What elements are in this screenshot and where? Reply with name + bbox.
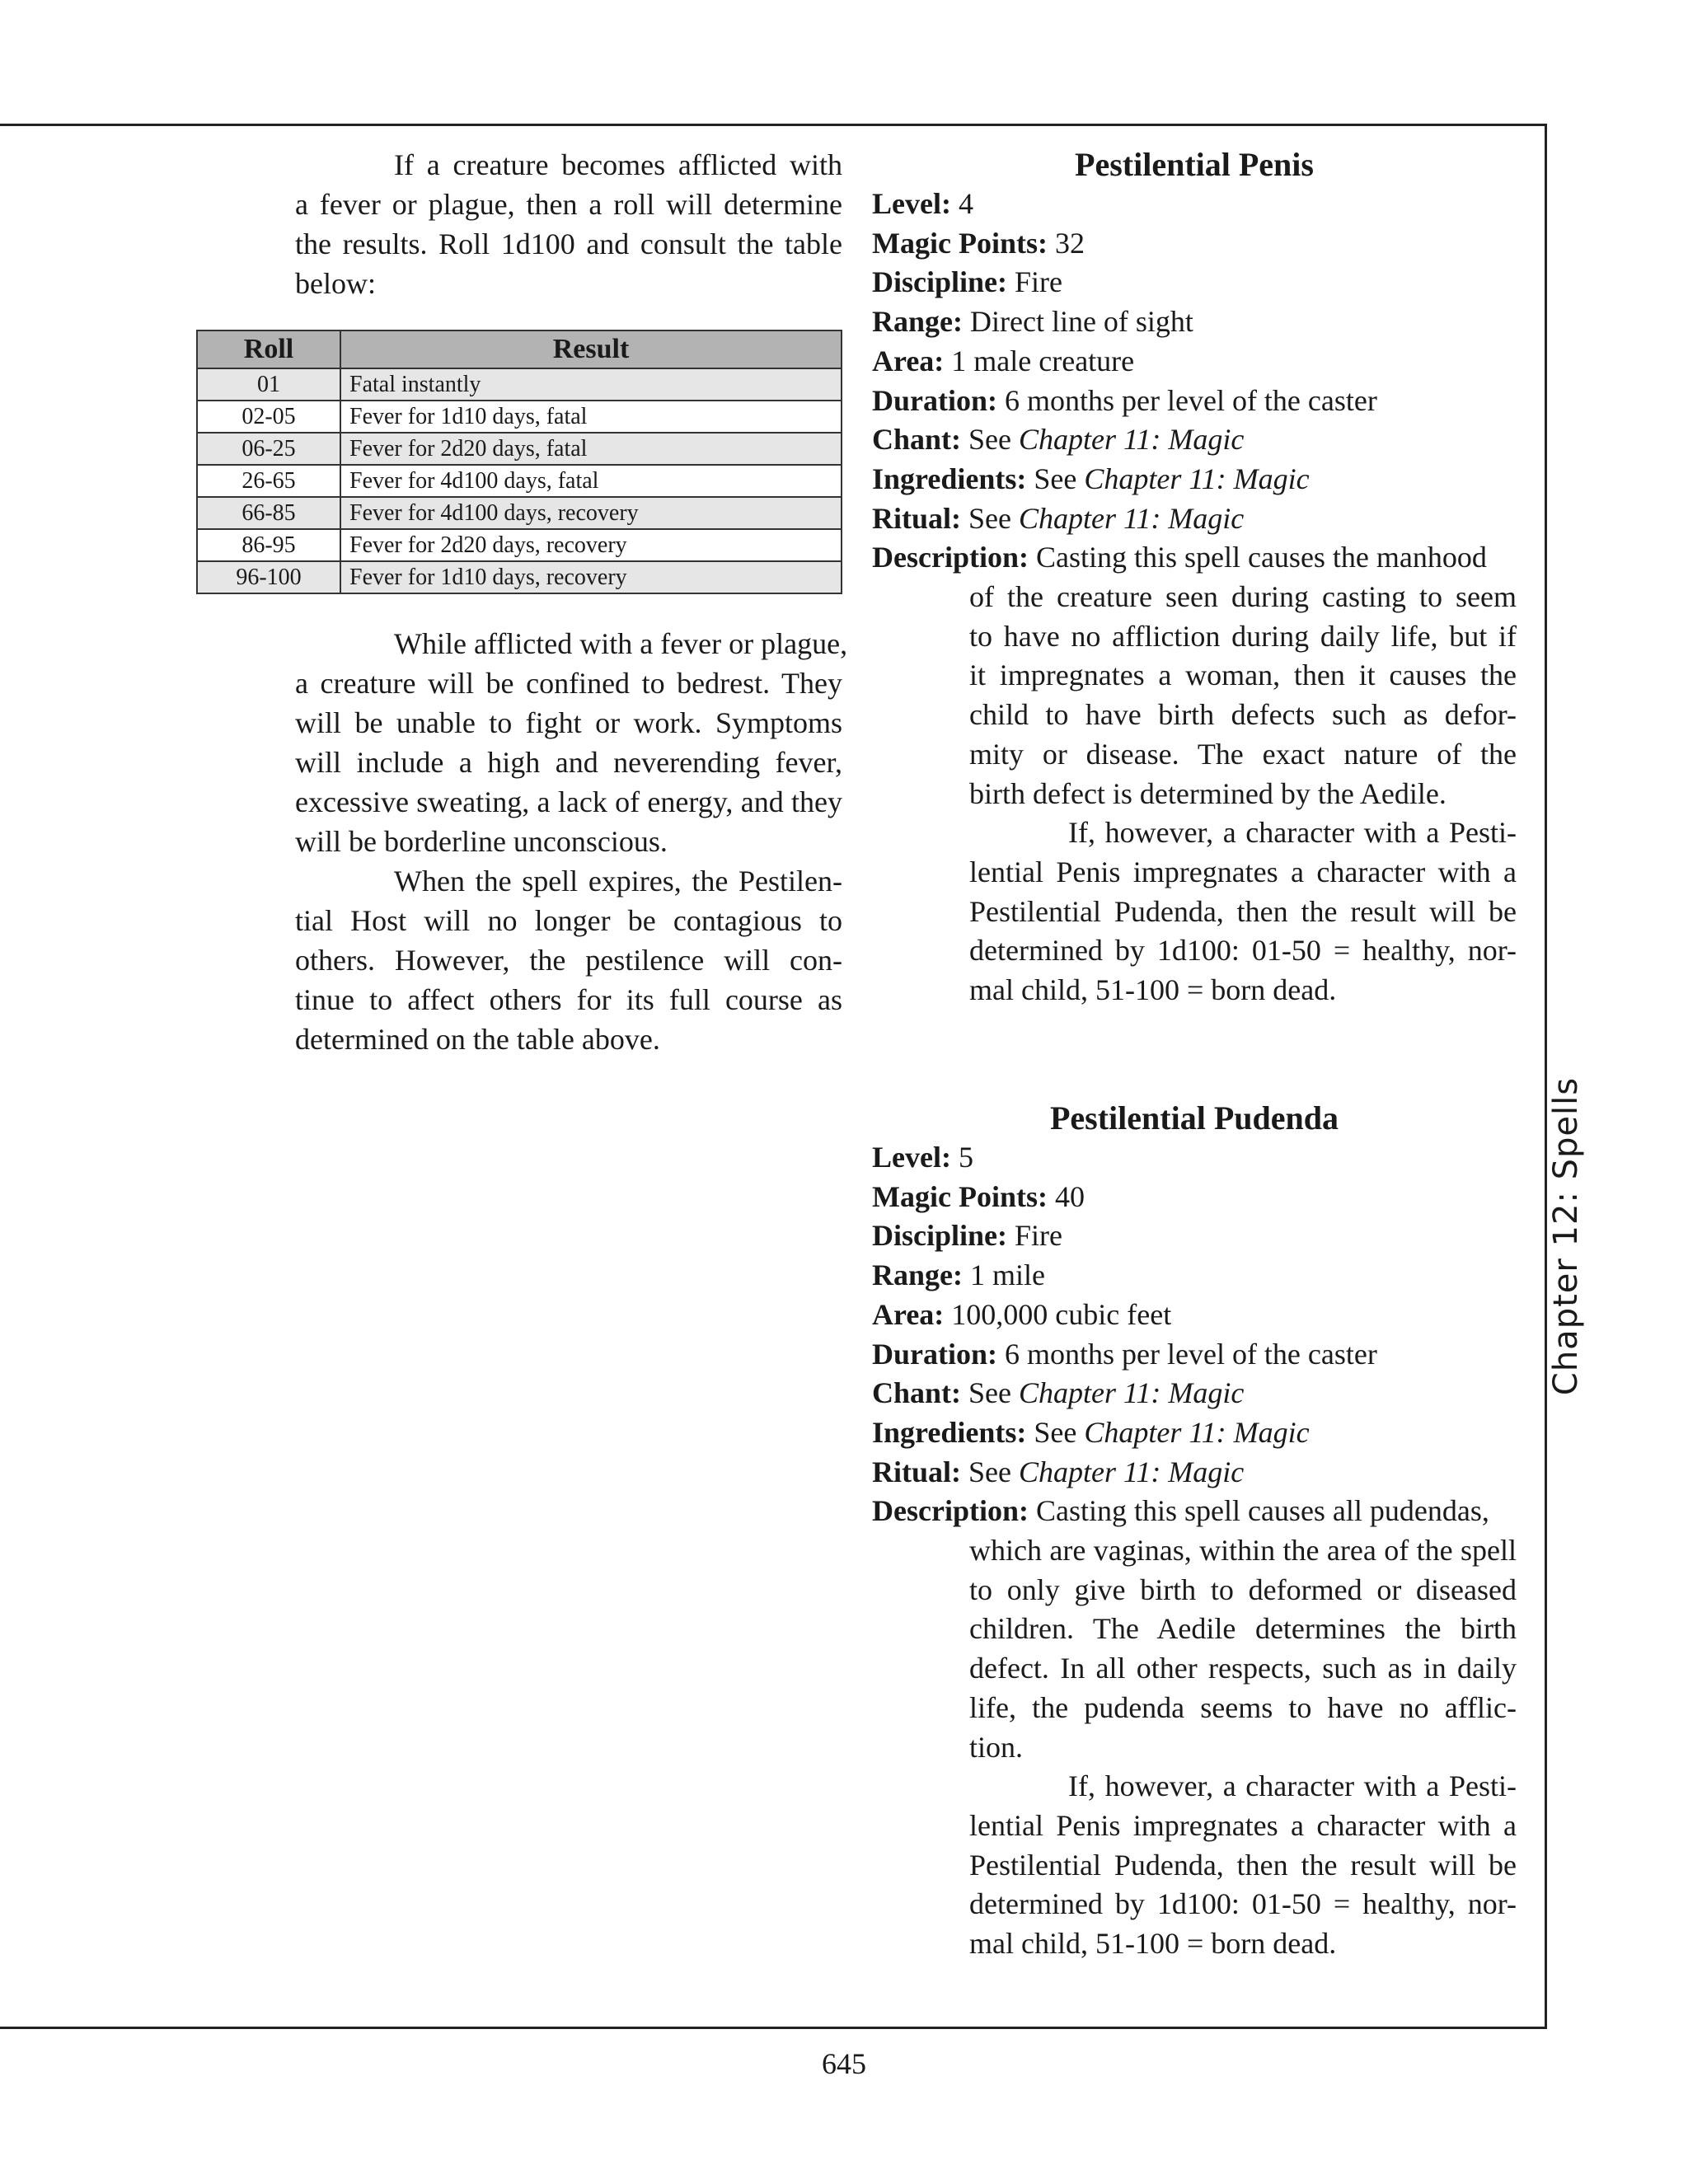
chapter-reference: Chapter 11: Magic [1084, 1415, 1310, 1449]
stat-ritual [872, 1453, 1517, 1493]
stat-value: See [968, 423, 1012, 457]
stat-value: 4 [958, 187, 973, 220]
symptoms-line: will be unable to fight or work. Symptoms [295, 706, 842, 739]
stat-label: Area: [872, 344, 945, 377]
intro-line: the results. Roll 1d100 and consult the table [295, 227, 842, 260]
symptoms-line: While afflicted with a fever or plague, [394, 627, 848, 660]
description-line: mal child, 51-100 = born dead. [969, 1927, 1337, 1961]
stat-value: See [1034, 462, 1077, 495]
page-number: 645 [822, 2047, 866, 2080]
table-row [197, 401, 842, 433]
roll-cell: 26-65 [197, 465, 340, 497]
stat-value: See [968, 1455, 1011, 1488]
stat-duration [872, 1335, 1517, 1375]
description-line: determined by 1d100: 01-50 = healthy, nor- [969, 1887, 1517, 1921]
result-cell: Fatal instantly [340, 368, 842, 401]
stat-range [872, 1256, 1517, 1296]
stat-label: Duration: [872, 1337, 997, 1371]
stat-label: Ritual: [872, 1455, 961, 1488]
description-line: which are vaginas, within the area of the spell [969, 1534, 1517, 1568]
spell-title: Pestilential Pudenda [1049, 1099, 1339, 1137]
description-body [872, 1531, 1517, 1964]
stat-description [872, 538, 1517, 578]
stat-ritual [872, 499, 1517, 539]
table-row [197, 529, 842, 561]
stat-value: Fire [1015, 1219, 1063, 1253]
roll-cell: 06-25 [197, 433, 340, 465]
expiry-paragraph [295, 861, 842, 1059]
table-row [197, 465, 842, 497]
table-row [197, 433, 842, 465]
description-line: children. The Aedile determines the birth [969, 1612, 1517, 1646]
intro-line: a fever or plague, then a roll will determine [295, 188, 842, 221]
stat-ingredients [872, 1413, 1517, 1453]
description-line: lential Penis impregnates a character with a [969, 855, 1517, 888]
stat-label: Range: [872, 1258, 963, 1292]
table-header-row [197, 330, 842, 368]
spell-pestilential-pudenda [872, 1099, 1517, 1964]
description-line: tion. [969, 1730, 1024, 1764]
result-cell: Fever for 4d100 days, fatal [340, 465, 842, 497]
fever-roll-table [196, 330, 842, 594]
result-cell: Fever for 2d20 days, fatal [340, 433, 842, 465]
stat-value: Direct line of sight [970, 305, 1193, 339]
page-frame-top-rule [0, 124, 1547, 126]
stat-label: Chant: [872, 1376, 962, 1410]
stat-value: See [968, 501, 1011, 535]
spell-pestilential-penis [872, 145, 1517, 1010]
spell-title: Pestilential Penis [1075, 146, 1314, 183]
chapter-reference: Chapter 11: Magic [1019, 423, 1245, 457]
stat-value: See [1034, 1415, 1077, 1449]
stat-label: Magic Points: [872, 1179, 1048, 1213]
expiry-line: others. However, the pestilence will con- [295, 944, 842, 977]
expiry-line: When the spell expires, the Pestilen- [394, 865, 842, 898]
stat-label: Level: [872, 187, 951, 220]
stat-magic-points [872, 1178, 1517, 1217]
stat-duration [872, 382, 1517, 421]
description-line: child to have birth defects such as defor- [969, 698, 1517, 732]
stat-value: See [968, 1376, 1012, 1410]
description-line: Pestilential Pudenda, then the result will be [969, 894, 1517, 928]
stat-level [872, 1138, 1517, 1178]
stat-label: Ritual: [872, 501, 961, 535]
description-line: to only give birth to deformed or diseased [969, 1572, 1517, 1606]
roll-cell: 86-95 [197, 529, 340, 561]
stat-label: Ingredients: [872, 1415, 1027, 1449]
description-line: it impregnates a woman, then it causes the [969, 658, 1517, 692]
description-line: Pestilential Pudenda, then the result will be [969, 1848, 1517, 1882]
description-line: defect. In all other respects, such as in daily [969, 1652, 1517, 1685]
symptoms-line: will include a high and neverending fever, [295, 746, 842, 779]
roll-cell: 96-100 [197, 561, 340, 593]
roll-cell: 01 [197, 368, 340, 401]
stat-value: 6 months per level of the caster [1005, 1337, 1377, 1371]
stat-area [872, 342, 1517, 382]
description-first-line: Casting this spell causes the manhood [1035, 541, 1487, 574]
expiry-line: determined on the table above. [295, 1023, 660, 1056]
chapter-reference: Chapter 11: Magic [1019, 1376, 1245, 1410]
intro-paragraph [295, 145, 842, 303]
column-header-result: Result [340, 330, 842, 368]
symptoms-paragraph [295, 624, 848, 861]
stat-value: 32 [1054, 226, 1085, 260]
stat-value: Fire [1015, 265, 1063, 299]
description-body [872, 578, 1517, 1010]
intro-line: If a creature becomes afflicted with [394, 148, 842, 181]
description-line: mity or disease. The exact nature of the [969, 737, 1517, 771]
chapter-reference: Chapter 11: Magic [1018, 501, 1245, 535]
stat-label: Discipline: [872, 1219, 1008, 1253]
stat-label: Range: [872, 305, 963, 339]
description-line: to have no affliction during daily life, but if [969, 619, 1517, 653]
symptoms-line: a creature will be confined to bedrest. They [295, 667, 842, 700]
table-row [197, 368, 842, 401]
description-line: determined by 1d100: 01-50 = healthy, nor- [969, 934, 1517, 968]
description-line: birth defect is determined by the Aedile. [969, 776, 1447, 810]
description-first-line: Casting this spell causes all pudendas, [1035, 1494, 1489, 1528]
description-line: If, however, a character with a Pesti- [1068, 1769, 1517, 1803]
stat-label: Duration: [872, 383, 997, 417]
chapter-reference: Chapter 11: Magic [1018, 1455, 1245, 1488]
stat-label: Discipline: [872, 265, 1008, 299]
result-cell: Fever for 1d10 days, fatal [340, 401, 842, 433]
stat-area [872, 1296, 1517, 1335]
stat-label: Ingredients: [872, 462, 1027, 495]
page-frame-bottom-rule [0, 2027, 1547, 2029]
chapter-reference: Chapter 11: Magic [1084, 462, 1310, 495]
symptoms-line: will be borderline unconscious. [295, 825, 668, 858]
stat-ingredients [872, 460, 1517, 499]
description-line: lential Penis impregnates a character with a [969, 1808, 1517, 1842]
stat-magic-points [872, 224, 1517, 264]
description-line: If, however, a character with a Pesti- [1068, 816, 1517, 850]
stat-value: 100,000 cubic feet [951, 1297, 1172, 1331]
table-row [197, 561, 842, 593]
expiry-line: tinue to affect others for its full course as [295, 983, 842, 1016]
stat-label: Description: [872, 541, 1029, 574]
stat-label: Level: [872, 1141, 951, 1174]
stat-value: 5 [958, 1141, 973, 1174]
stat-value: 1 male creature [951, 344, 1135, 377]
stat-label: Description: [872, 1494, 1029, 1528]
stat-value: 1 mile [970, 1258, 1045, 1292]
stat-value: 6 months per level of the caster [1005, 383, 1377, 417]
symptoms-line: excessive sweating, a lack of energy, and they [295, 785, 842, 818]
stat-description [872, 1492, 1517, 1531]
stat-chant [872, 1374, 1517, 1413]
stat-level [872, 185, 1517, 224]
result-cell: Fever for 2d20 days, recovery [340, 529, 842, 561]
stat-range [872, 302, 1517, 342]
description-line: of the creature seen during casting to seem [969, 580, 1517, 614]
stat-label: Magic Points: [872, 226, 1048, 260]
roll-cell: 02-05 [197, 401, 340, 433]
stat-value: 40 [1054, 1179, 1085, 1213]
description-line: life, the pudenda seems to have no afflic- [969, 1690, 1517, 1724]
expiry-line: tial Host will no longer be contagious to [295, 904, 842, 937]
column-header-roll: Roll [197, 330, 340, 368]
description-line: mal child, 51-100 = born dead. [969, 973, 1337, 1007]
stat-label: Area: [872, 1297, 945, 1331]
table-row [197, 497, 842, 529]
stat-discipline [872, 263, 1517, 302]
stat-chant [872, 420, 1517, 460]
chapter-tab-label: Chapter 12: Spells [1547, 1076, 1585, 1396]
result-cell: Fever for 1d10 days, recovery [340, 561, 842, 593]
stat-discipline [872, 1216, 1517, 1256]
stat-label: Chant: [872, 423, 962, 457]
intro-line: below: [295, 267, 376, 300]
result-cell: Fever for 4d100 days, recovery [340, 497, 842, 529]
roll-cell: 66-85 [197, 497, 340, 529]
